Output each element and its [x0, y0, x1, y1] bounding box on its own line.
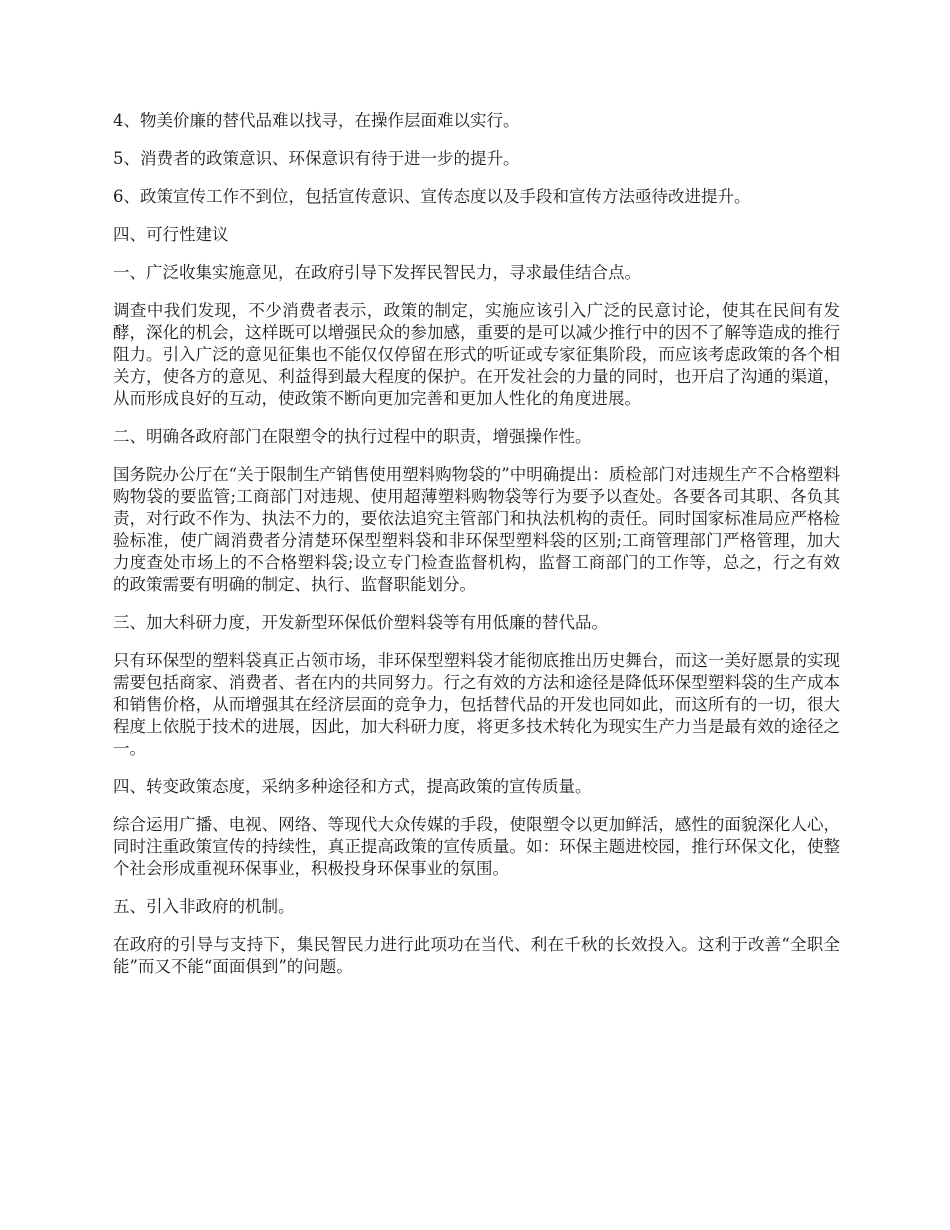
list-item-6: 6、政策宣传工作不到位，包括宣传意识、宣传态度以及手段和宣传方法亟待改进提升。 [113, 187, 751, 206]
suggestion-heading-1: 一、广泛收集实施意见，在政府引导下发挥民智民力，寻求最佳结合点。 [113, 263, 641, 282]
document-body [113, 110, 840, 994]
suggestion-body-4: 综合运用广播、电视、网络、等现代大众传媒的手段，使限塑令以更加鲜活，感性的面貌深化人心，同时注重政策宣传的持续性，真正提高政策的宣传质量。如：环保主题进校园，推行环保文化，使整个社会形成重视环保事业，积极投身环保事业的氛围。 [113, 815, 840, 878]
list-item-5: 5、消费者的政策意识、环保意识有待于进一步的提升。 [113, 149, 520, 168]
list-item-4: 4、物美价廉的替代品难以找寻，在操作层面难以实行。 [113, 111, 520, 130]
section-heading-feasibility: 四、可行性建议 [113, 225, 229, 244]
suggestion-body-5: 在政府的引导与支持下，集民智民力进行此项功在当代、利在千秋的长效投入。这利于改善“全职全能”而又不能“面面俱到”的问题。 [113, 935, 840, 976]
suggestion-body-1: 调查中我们发现，不少消费者表示，政策的制定，实施应该引入广泛的民意讨论，使其在民间有发酵，深化的机会，这样既可以增强民众的参加感，重要的是可以减少推行中的因不了解等造成的推行阻力。引入广泛的意见征集也不能仅仅停留在形式的听证或专家征集阶段，而应该考虑政策的各个相关方，使各方的意见、利益得到最大程度的保护。在开发社会的力量的同时，也开启了沟通的渠道，从而形成良好的互动，使政策不断向更加完善和更加人性化的角度进展。 [113, 301, 840, 408]
suggestion-heading-2: 二、明确各政府部门在限塑令的执行过程中的职责，增强操作性。 [113, 427, 592, 446]
suggestion-heading-4: 四、转变政策态度，采纳多种途径和方式，提高政策的宣传质量。 [113, 777, 592, 796]
suggestion-heading-3: 三、加大科研力度，开发新型环保低价塑料袋等有用低廉的替代品。 [113, 613, 608, 632]
suggestion-body-2: 国务院办公厅在“关于限制生产销售使用塑料购物袋的”中明确提出：质检部门对违规生产不合格塑料购物袋的要监管;工商部门对违规、使用超薄塑料购物袋等行为要予以查处。各要各司其职、各负其责，对行政不作为、执法不力的，要依法追究主管部门和执法机构的责任。同时国家标准局应严格检验标准，使广阔消费者分清楚环保型塑料袋和非环保型塑料袋的区别;工商管理部门严格管理，加大力度查处市场上的不合格塑料袋;设立专门检查监督机构，监督工商部门的工作等，总之，行之有效的政策需要有明确的制定、执行、监督职能划分。 [113, 465, 840, 594]
suggestion-heading-5: 五、引入非政府的机制。 [113, 897, 295, 916]
suggestion-body-3: 只有环保型的塑料袋真正占领市场，非环保型塑料袋才能彻底推出历史舞台，而这一美好愿景的实现需要包括商家、消费者、者在内的共同努力。行之有效的方法和途径是降低环保型塑料袋的生产成本和销售价格，从而增强其在经济层面的竞争力，包括替代品的开发也同如此，而这所有的一切，很大程度上依脱于技术的进展，因此，加大科研力度，将更多技术转化为现实生产力当是最有效的途径之一。 [113, 651, 840, 758]
